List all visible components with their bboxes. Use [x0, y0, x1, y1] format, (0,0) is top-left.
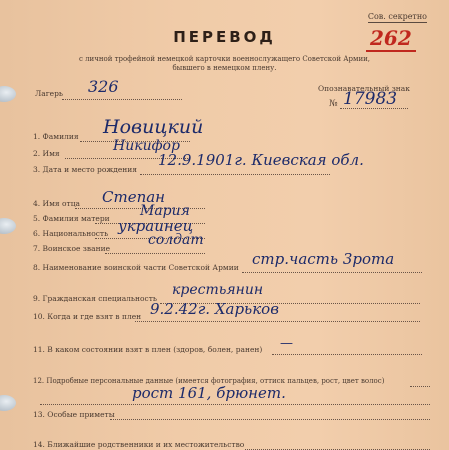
registration-underline [366, 50, 416, 52]
pow-number-prefix: № [329, 99, 338, 109]
field-label-profession: 9. Гражданская специальность [33, 294, 157, 303]
field-value-name: Никифор [113, 138, 180, 154]
field-label-birth: 3. Дата и место рождения [33, 165, 138, 174]
field-line-marks [110, 419, 430, 420]
secrecy-stamp: Сов. секретно [367, 12, 427, 21]
field-value-rank: солдат [148, 232, 204, 248]
binder-hole [0, 395, 16, 411]
field-label-mother: 5. Фамилия матери [33, 214, 110, 223]
field-line-birth [140, 174, 330, 175]
field-label-personal-data: 12. Подробные персональные данные (имеется фотография, оттиск пальцев, рост, цвет волос) [33, 377, 385, 385]
field-label-nationality: 6. Национальность [33, 229, 109, 238]
field-label-rank: 7. Воинское звание [33, 244, 111, 253]
camp-line [62, 99, 182, 100]
field-label-captured: 10. Когда и где взят в плен [33, 312, 142, 321]
field-label-condition: 11. В каком состоянии взят в плен (здоров, болен, ранен) [33, 345, 263, 354]
field-label-name: 2. Имя [33, 149, 60, 158]
document-subtitle-line2: бывшего в немецком плену. [172, 64, 277, 72]
registration-number: 262 [370, 26, 412, 50]
pow-number-line [340, 108, 408, 109]
field-label-relatives: 14. Ближайшие родственники и их местожительство [33, 440, 245, 449]
field-label-unit: 8. Наименование воинской части Советской Армии [33, 263, 239, 272]
field-line-captured [135, 321, 420, 322]
field-value-profession: крестьянин [172, 282, 264, 298]
field-value-mother: Мария [140, 203, 190, 219]
field-line-personal-data [410, 386, 430, 387]
field-line-condition [272, 354, 422, 355]
field-value-condition: — [280, 336, 293, 351]
field-value-surname: Новицкий [103, 116, 204, 138]
field-value-personal-data: рост 161, брюнет. [132, 384, 286, 402]
binder-hole [0, 86, 16, 102]
field-value-captured: 9.2.42г. Харьков [150, 300, 279, 318]
field-label-marks: 13. Особые приметы [33, 410, 115, 419]
camp-label: Лагерь [35, 89, 63, 98]
field-label-surname: 1. Фамилия [33, 132, 79, 141]
document-subtitle-line1: с личной трофейной немецкой карточки военнослужащего Советской Армии, [78, 55, 371, 63]
field-line-unit [242, 272, 422, 273]
field-label-father: 4. Имя отца [33, 199, 80, 208]
document-title: ПЕРЕВОД [173, 28, 276, 46]
field-value-unit: стр.часть 3рота [252, 250, 395, 268]
field-value-father: Степан [102, 188, 166, 206]
binder-hole [0, 218, 16, 234]
field-value-birth: 12.9.1901г. Киевская обл. [158, 151, 364, 169]
pow-number-value: 17983 [343, 89, 398, 109]
camp-value: 326 [88, 77, 119, 96]
field-value-nationality: украинец [118, 217, 194, 235]
pow-number-label: Опознавательный знак [318, 84, 410, 93]
field-line-rank [105, 253, 205, 254]
field-line-personal-data-2 [40, 404, 430, 405]
